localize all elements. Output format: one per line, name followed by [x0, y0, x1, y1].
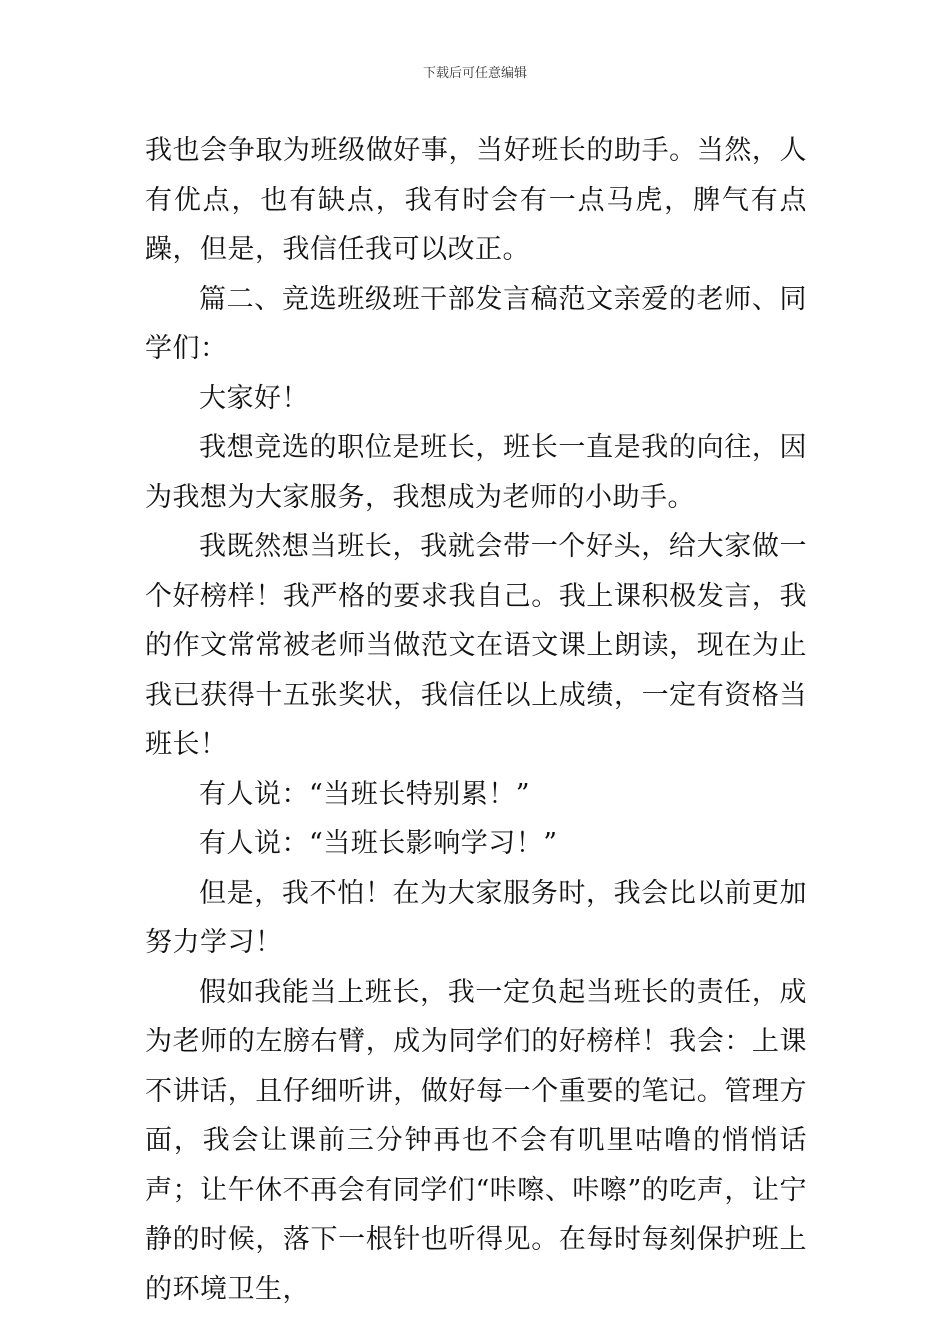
paragraph-6: 有人说：“当班长特别累！”: [199, 778, 531, 810]
paragraph-4: 我想竞选的职位是班长，班长一直是我的向往，因为我想为大家服务，我想成为老师的小助手。: [145, 432, 807, 513]
paragraph-8: 但是，我不怕！在为大家服务时，我会比以前更加努力学习！: [145, 877, 807, 958]
paragraph-9: 假如我能当上班长，我一定负起当班长的责任，成为老师的左膀右臂，成为同学们的好榜样！我会：上课不讲话，且仔细听讲，做好每一个重要的笔记。管理方面，我会让课前三分钟再也不会有叽里咕噜的悄悄话声；让午休不再会有同学们“咔嚓、咔嚓”的吃声，让宁静的时候，落下一根针也听得见。在每时每刻保护班上的环境卫生，: [145, 976, 807, 1305]
page-header: 下载后可任意编辑: [422, 66, 527, 81]
paragraph-3: 大家好！: [199, 382, 309, 414]
paragraph-2: 篇二、竞选班级班干部发言稿范文亲爱的老师、同学们：: [145, 283, 807, 364]
body-text: [145, 126, 807, 1314]
paragraph-1: 我也会争取为班级做好事，当好班长的助手。当然，人有优点，也有缺点，我有时会有一点马虎，脾气有点躁，但是，我信任我可以改正。: [145, 135, 807, 265]
paragraph-7: 有人说：“当班长影响学习！”: [199, 828, 558, 859]
paragraph-5: 我既然想当班长，我就会带一个好头，给大家做一个好榜样！我严格的要求我自己。我上课积极发言，我的作文常常被老师当做范文在语文课上朗读，现在为止我已获得十五张奖状，我信任以上成绩，一定有资格当班长！: [145, 531, 807, 760]
